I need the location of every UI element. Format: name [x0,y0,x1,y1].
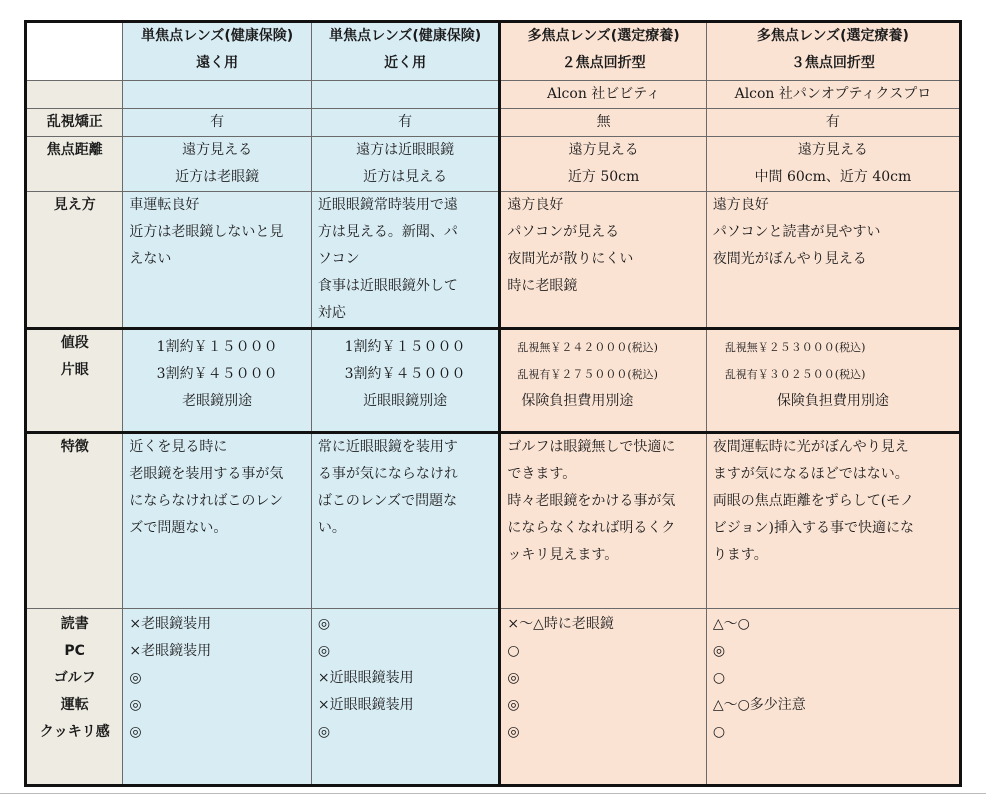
focus-row [26,137,961,192]
astigmatism-c2: 有 [311,109,499,137]
price-row [26,329,961,433]
features-c1: 近くを見る時に 老眼鏡を装用する事が気 にならなければこのレン ズで問題ない。 [123,433,311,609]
usage-labels: 読書 PC ゴルフ 運転 クッキリ感 [26,609,123,786]
price-c2: 1割約￥１５０００ 3割約￥４５０００ 近眼眼鏡別途 [311,329,499,433]
header-single-far: 単焦点レンズ(健康保険) 遠く用 [123,22,311,81]
lens-comparison-table [24,20,962,787]
focus-c4: 遠方見える 中間 60cm、近方 40cm [706,137,960,192]
price-c3: 乱視無￥２４２０００(税込) 乱視有￥２７５０００(税込) 保険負担費用別途 [500,329,706,433]
page-bottom-rule [0,793,986,794]
astigmatism-c3: 無 [500,109,706,137]
price-c4: 乱視無￥２５３０００(税込) 乱視有￥３０２５００(税込) 保険負担費用別途 [706,329,960,433]
header-single-near: 単焦点レンズ(健康保険) 近く用 [311,22,499,81]
usage-c2: ◎ ◎ ×近眼眼鏡装用 ×近眼眼鏡装用 ◎ [311,609,499,786]
usage-c4: △～○ ◎ ○ △～○多少注意 ○ [706,609,960,786]
product-c2 [311,81,499,109]
product-c3: Alcon 社ビビティ [500,81,706,109]
header-multi-bifocal: 多焦点レンズ(選定療養) ２焦点回折型 [500,22,706,81]
astigmatism-c4: 有 [706,109,960,137]
product-row [26,81,961,109]
features-c3: ゴルフは眼鏡無しで快適に できます。 時々老眼鏡をかける事が気 にならなくなれば明るくク ッキリ見えます。 [500,433,706,609]
features-c4: 夜間運転時に光がぼんやり見え ますが気になるほどではない。 両眼の焦点距離をずらして(モノ ビジョン)挿入する事で快適にな ります。 [706,433,960,609]
header-multi-trifocal: 多焦点レンズ(選定療養) ３焦点回折型 [706,22,960,81]
vision-row [26,192,961,329]
focus-c3: 遠方見える 近方 50cm [500,137,706,192]
product-c1 [123,81,311,109]
usage-c1: ×老眼鏡装用 ×老眼鏡装用 ◎ ◎ ◎ [123,609,311,786]
header-row [26,22,961,81]
price-c1: 1割約￥１５０００ 3割約￥４５０００ 老眼鏡別途 [123,329,311,433]
vision-c1: 車運転良好 近方は老眼鏡しないと見 えない [123,192,311,329]
astigmatism-c1: 有 [123,109,311,137]
vision-label: 見え方 [26,192,123,329]
header-corner [26,22,123,81]
vision-c4: 遠方良好 パソコンと読書が見やすい 夜間光がぼんやり見える [706,192,960,329]
price-label: 値段 片眼 [26,329,123,433]
product-label [26,81,123,109]
focus-c2: 遠方は近眼眼鏡 近方は見える [311,137,499,192]
usage-row [26,609,961,786]
vision-c2: 近眼眼鏡常時装用で遠 方は見える。新聞、パ ソコン 食事は近眼眼鏡外して 対応 [311,192,499,329]
astigmatism-row [26,109,961,137]
astigmatism-label: 乱視矯正 [26,109,123,137]
focus-c1: 遠方見える 近方は老眼鏡 [123,137,311,192]
focus-label: 焦点距離 [26,137,123,192]
features-c2: 常に近眼眼鏡を装用す る事が気にならなけれ ばこのレンズで問題な い。 [311,433,499,609]
usage-c3: ×～△時に老眼鏡 ○ ◎ ◎ ◎ [500,609,706,786]
vision-c3: 遠方良好 パソコンが見える 夜間光が散りにくい 時に老眼鏡 [500,192,706,329]
product-c4: Alcon 社パンオプティクスプロ [706,81,960,109]
features-label: 特徴 [26,433,123,609]
features-row [26,433,961,609]
